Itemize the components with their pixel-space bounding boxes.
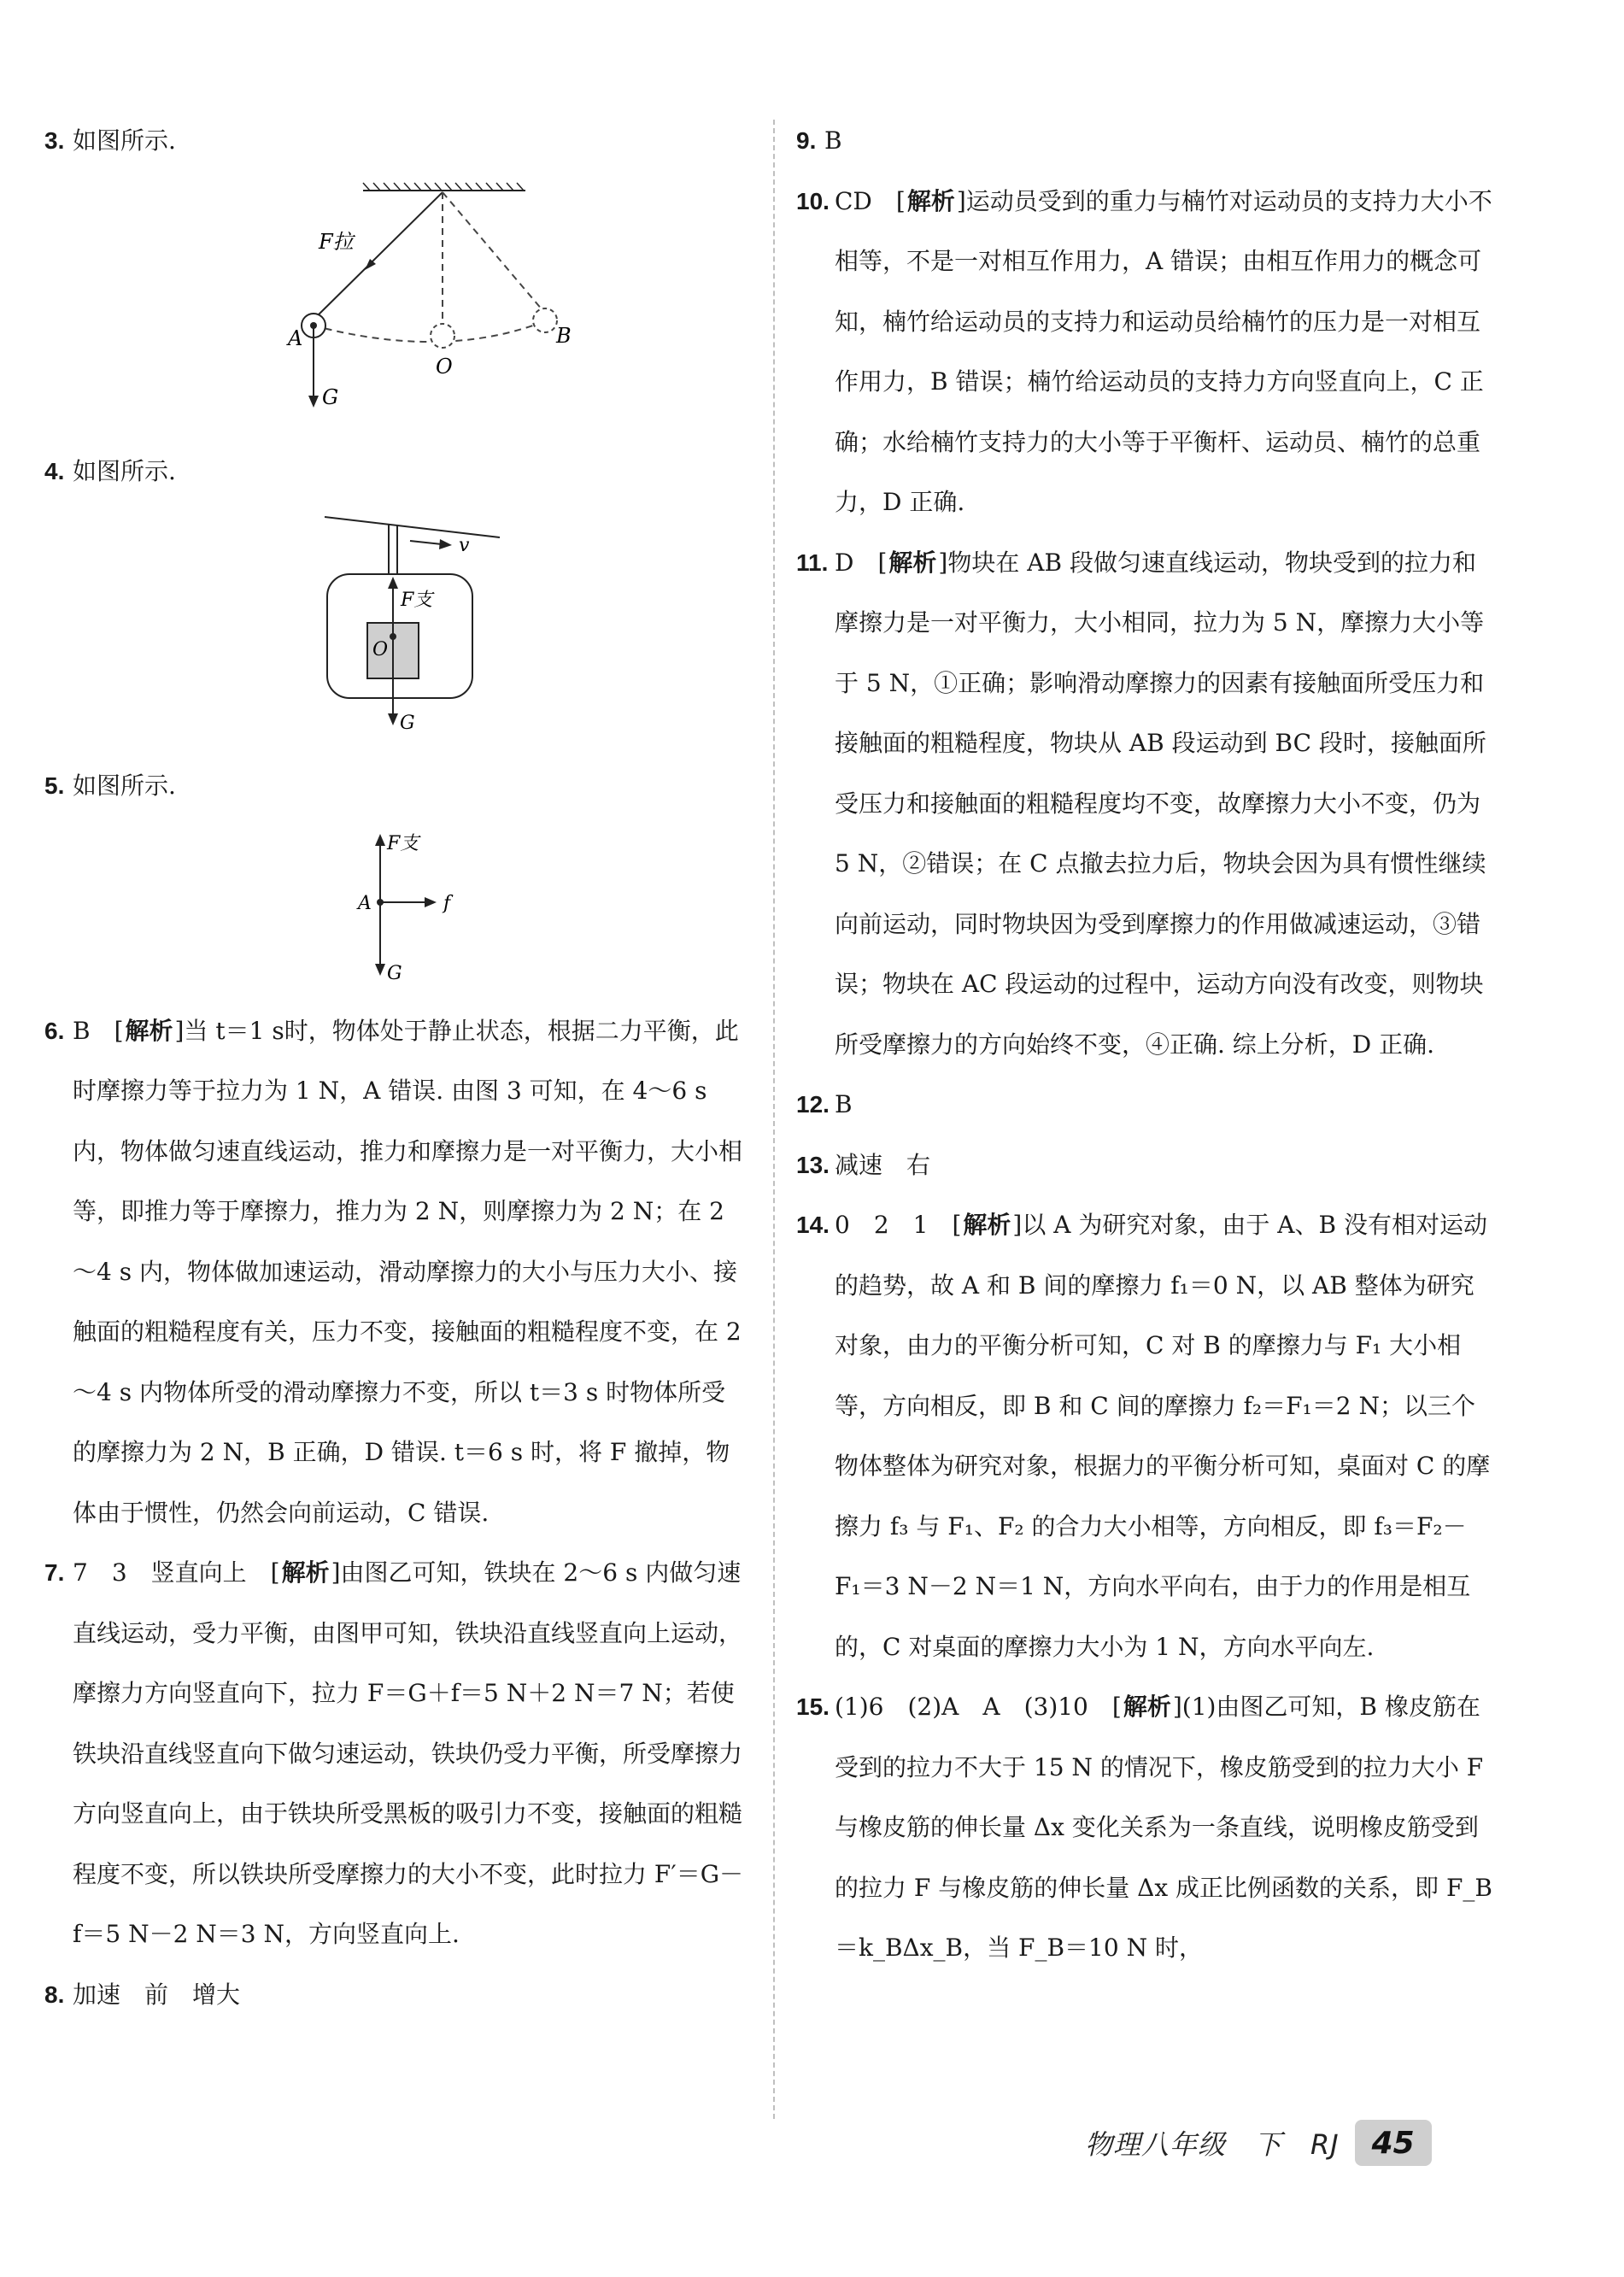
cabin-diagram	[47, 510, 748, 742]
item-analysis: 当 t＝1 s时，物体处于静止状态，根据二力平衡，此时摩擦力等于拉力为 1 N，A 错误. 由图 3 可知，在 4～6 s 内，物体做匀速直线运动，推力和摩擦力是一对平衡力，大小相等，即推力等于摩擦力，推力为 2 N，则摩擦力为 2 N；在 2～4 s 内，物体做加速运动，滑动摩擦力的大小与压力大小、接触面的粗糙程度有关，压力不变，接触面的粗糙程度不变，在 2～4 s 内物体所受的滑动摩擦力不变，所以 t＝3 s 时物体所受的摩擦力为 2 N，B 正确，D 错误. t＝6 s 时，将 F 撤掉，物体由于惯性，仍然会向前运动，C 错误.	[73, 1016, 743, 1527]
item-answer: 7 3 竖直向上	[73, 1558, 247, 1587]
item-number: 14.	[796, 1212, 830, 1238]
item-analysis: (1)由图乙可知，B 橡皮筋在受到的拉力不大于 15 N 的情况下，橡皮筋受到的拉力大小 F 与橡皮筋的伸长量 Δx 变化关系为一条直线，说明橡皮筋受到的拉力 F 与橡皮筋的伸长量 Δx 成正比例函数的关系，即 F_B＝k_BΔx_B，当 F_B＝10 N 时，	[835, 1693, 1492, 1962]
column-divider	[773, 120, 775, 2119]
answer-item-10: 10. CD [解析]运动员受到的重力与楠竹对运动员的支持力大小不相等，不是一对相互作用力，A 错误；由相互作用力的概念可知，楠竹给运动员的支持力和运动员给楠竹的压力是一对相互作用力，B 错误；楠竹给运动员的支持力方向竖直向上，C 正确；水给楠竹支持力的大小等于平衡杆、运动员、楠竹的总重力，D 正确.	[799, 172, 1492, 533]
item-number: 9.	[796, 127, 817, 154]
item-answer: 减速 右	[835, 1150, 931, 1179]
item-number: 8.	[44, 1981, 65, 2008]
label-g: G	[400, 713, 415, 734]
page-number: 45	[1355, 2120, 1432, 2166]
label-f: f	[443, 892, 451, 914]
right-column	[796, 111, 1492, 1979]
analysis-tag: 解析	[1123, 1693, 1171, 1721]
item-answer: 加速 前 增大	[73, 1980, 241, 2009]
answer-item-4	[44, 442, 748, 502]
answer-item-8	[44, 1965, 748, 2026]
item-analysis: 以 A 为研究对象，由于 A、B 没有相对运动的趋势，故 A 和 B 间的摩擦力 f₁＝0 N，以 AB 整体为研究对象，由力的平衡分析可知，C 对 B 的摩擦力与 F₁ 大小相等，方向相反，即 B 和 C 间的摩擦力 f₂＝F₁＝2 N；以三个物体整体为研究对象，根据力的平衡分析可知，桌面对 C 的摩擦力 f₃ 与 F₁、F₂ 的合力大小相等，方向相反，即 f₃＝F₂－F₁＝3 N－2 N＝1 N，方向水平向右，由于力的作用是相互的，C 对桌面的摩擦力大小为 1 N，方向水平向左.	[835, 1211, 1491, 1661]
item-number: 6.	[44, 1017, 65, 1044]
subject-label: 物理八年级 下 RJ	[1085, 2128, 1340, 2161]
item-number: 4.	[44, 457, 65, 484]
item-answer: CD	[835, 186, 872, 215]
label-o: O	[372, 639, 389, 660]
item-number: 12.	[796, 1091, 830, 1118]
answer-item-5	[44, 756, 748, 817]
answer-item-12	[796, 1075, 1492, 1136]
analysis-tag: 解析	[281, 1558, 330, 1587]
item-answer: B	[73, 1016, 91, 1045]
item-analysis: 由图乙可知，铁块在 2～6 s 内做匀速直线运动，受力平衡，由图甲可知，铁块沿直线竖直向上运动，摩擦力方向竖直向下，拉力 F＝G＋f＝5 N＋2 N＝7 N；若使铁块沿直线竖直向下做匀速运动，铁块仍受力平衡，所受摩擦力方向竖直向上，由于铁块所受黑板的吸引力不变，接触面的粗糙程度不变，所以铁块所受摩擦力的大小不变，此时拉力 F′＝G－f＝5 N－2 N＝3 N，方向竖直向上.	[73, 1558, 744, 1948]
item-answer: B	[835, 1090, 853, 1118]
analysis-tag: 解析	[888, 548, 937, 577]
item-analysis: 物块在 AB 段做匀速直线运动，物块受到的拉力和摩擦力是一对平衡力，大小相同，拉力为 5 N，摩擦力大小等于 5 N，①正确；影响滑动摩擦力的因素有接触面所受压力和接触面的粗糙程度，物块从 AB 段运动到 BC 段时，接触面所受压力和接触面的粗糙程度均不变，故摩擦力大小不变，仍为 5 N，②错误；在 C 点撤去拉力后，物块会因为具有惯性继续向前运动，同时物块因为受到摩擦力的作用做减速运动，③错误；物块在 AC 段运动的过程中，运动方向没有改变，则物块所受摩擦力的方向始终不变，④正确. 综上分析，D 正确.	[835, 548, 1486, 1059]
label-o: O	[436, 354, 453, 379]
item-answer: B	[824, 126, 842, 155]
answer-item-3	[44, 111, 748, 172]
item-text: 如图所示.	[73, 456, 176, 485]
item-answer: (1)6 (2)A A (3)10	[835, 1693, 1088, 1721]
label-a: A	[358, 892, 372, 914]
item-answer: 0 2 1	[835, 1211, 929, 1239]
item-number: 5.	[44, 772, 65, 799]
item-number: 15.	[796, 1693, 830, 1720]
left-column	[44, 111, 748, 2025]
item-number: 3.	[44, 127, 65, 154]
analysis-tag: 解析	[125, 1016, 173, 1045]
answer-item-13	[796, 1136, 1492, 1196]
force-diagram	[47, 825, 748, 988]
item-analysis: 运动员受到的重力与楠竹对运动员的支持力大小不相等，不是一对相互作用力，A 错误；由相互作用力的概念可知，楠竹给运动员的支持力和运动员给楠竹的压力是一对相互作用力，B 错误；楠竹给运动员的支持力方向竖直向上，C 正确；水给楠竹支持力的大小等于平衡杆、运动员、楠竹的总重力，D 正确.	[835, 186, 1492, 516]
label-g: G	[387, 962, 402, 984]
label-a: A	[288, 326, 303, 350]
label-f-support: F支	[401, 590, 433, 611]
item-text: 如图所示.	[73, 772, 176, 800]
item-answer: D	[835, 548, 854, 577]
answer-item-6: 6. B [解析]当 t＝1 s时，物体处于静止状态，根据二力平衡，此时摩擦力等于拉力为 1 N，A 错误. 由图 3 可知，在 4～6 s 内，物体做匀速直线运动，推力和摩擦力是一对平衡力，大小相等，即推力等于摩擦力，推力为 2 N，则摩擦力为 2 N；在 2～4 s 内，物体做加速运动，滑动摩擦力的大小与压力大小、接触面的粗糙程度有关，压力不变，接触面的粗糙程度不变，在 2～4 s 内物体所受的滑动摩擦力不变，所以 t＝3 s 时物体所受的摩擦力为 2 N，B 正确，D 错误. t＝6 s 时，将 F 撤掉，物体由于惯性，仍然会向前运动，C 错误.	[47, 1001, 748, 1544]
answer-item-7: 7. 7 3 竖直向上 [解析]由图乙可知，铁块在 2～6 s 内做匀速直线运动，受力平衡，由图甲可知，铁块沿直线竖直向上运动，摩擦力方向竖直向下，拉力 F＝G＋f＝5 N＋2 N＝7 N；若使铁块沿直线竖直向下做匀速运动，铁块仍受力平衡，所受摩擦力方向竖直向上，由于铁块所受黑板的吸引力不变，接触面的粗糙程度不变，所以铁块所受摩擦力的大小不变，此时拉力 F′＝G－f＝5 N－2 N＝3 N，方向竖直向上.	[47, 1543, 748, 1965]
item-number: 13.	[796, 1151, 830, 1178]
answer-item-11: 11. D [解析]物块在 AB 段做匀速直线运动，物块受到的拉力和摩擦力是一对平衡力，大小相同，拉力为 5 N，摩擦力大小等于 5 N，①正确；影响滑动摩擦力的因素有接触面所受压力和接触面的粗糙程度，物块从 AB 段运动到 BC 段时，接触面所受压力和接触面的粗糙程度均不变，故摩擦力大小不变，仍为 5 N，②错误；在 C 点撤去拉力后，物块会因为具有惯性继续向前运动，同时物块因为受到摩擦力的作用做减速运动，③错误；物块在 AC 段运动的过程中，运动方向没有改变，则物块所受摩擦力的方向始终不变，④正确. 综上分析，D 正确.	[799, 533, 1492, 1076]
answer-item-14: 14. 0 2 1 [解析]以 A 为研究对象，由于 A、B 没有相对运动的趋势，故 A 和 B 间的摩擦力 f₁＝0 N，以 AB 整体为研究对象，由力的平衡分析可知，C 对 B 的摩擦力与 F₁ 大小相等，方向相反，即 B 和 C 间的摩擦力 f₂＝F₁＝2 N；以三个物体整体为研究对象，根据力的平衡分析可知，桌面对 C 的摩擦力 f₃ 与 F₁、F₂ 的合力大小相等，方向相反，即 f₃＝F₂－F₁＝3 N－2 N＝1 N，方向水平向右，由于力的作用是相互的，C 对桌面的摩擦力大小为 1 N，方向水平向左.	[799, 1195, 1492, 1677]
answer-item-9	[796, 111, 1492, 172]
label-g: G	[322, 384, 339, 409]
item-text: 如图所示.	[73, 126, 176, 155]
analysis-tag: 解析	[906, 186, 955, 215]
pendulum-diagram	[47, 180, 748, 428]
page-footer	[1085, 2119, 1432, 2167]
answer-item-15: 15. (1)6 (2)A A (3)10 [解析](1)由图乙可知，B 橡皮筋在受到的拉力不大于 15 N 的情况下，橡皮筋受到的拉力大小 F 与橡皮筋的伸长量 Δx 变化关系为一条直线，说明橡皮筋受到的拉力 F 与橡皮筋的伸长量 Δx 成正比例函数的关系，即 F_B＝k_BΔx_B，当 F_B＝10 N 时，	[799, 1677, 1492, 1979]
item-number: 10.	[796, 187, 830, 214]
analysis-tag: 解析	[963, 1211, 1011, 1239]
item-number: 11.	[796, 549, 829, 576]
label-f-pull: F拉	[319, 229, 354, 254]
label-v: v	[459, 535, 470, 556]
label-f-support: F支	[387, 832, 419, 854]
label-b: B	[556, 323, 572, 348]
item-number: 7.	[44, 1559, 65, 1586]
